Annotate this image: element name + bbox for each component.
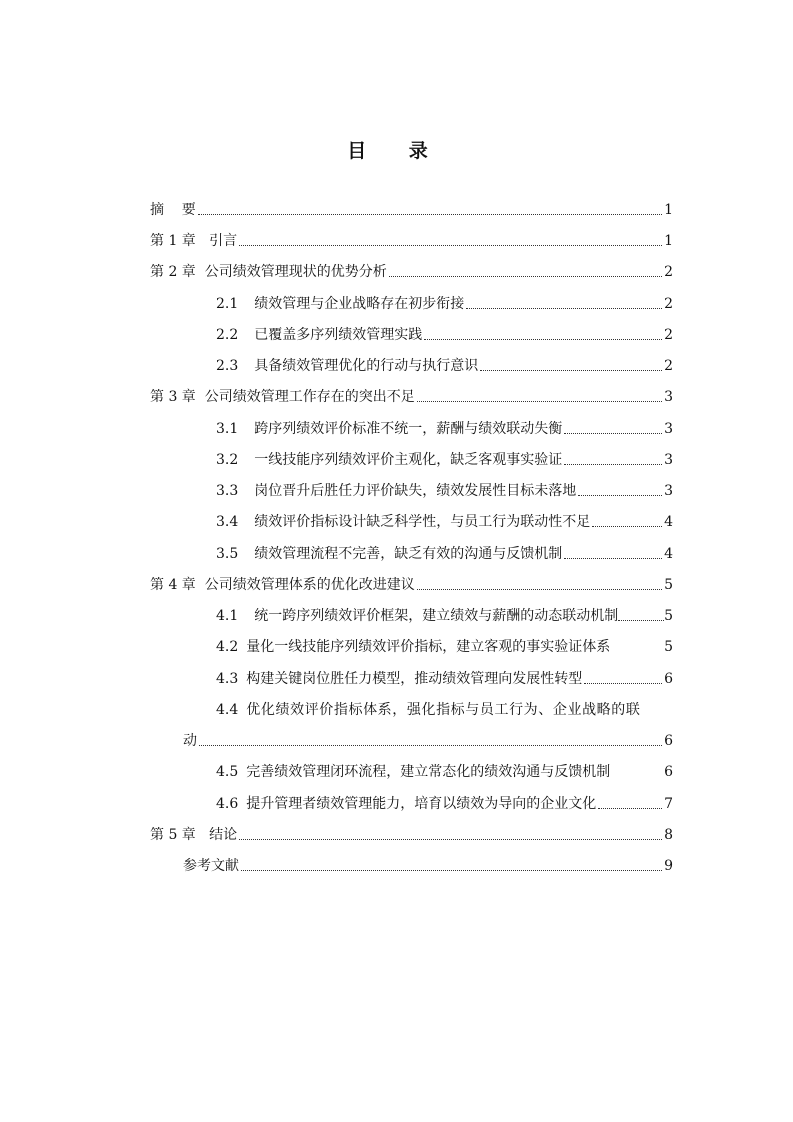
toc-page-number: 1 (664, 233, 673, 249)
toc-page-number: 3 (664, 452, 673, 468)
page-title: 目 录 (347, 140, 446, 162)
toc-leader-dots (584, 683, 662, 684)
toc-leader-dots (199, 745, 662, 746)
toc-entry-label: 统一跨序列绩效评价框架，建立绩效与薪酬的动态联动机制 (254, 608, 619, 624)
toc-entry-4-6[interactable] (216, 795, 673, 813)
toc-leader-dots (578, 495, 662, 496)
toc-page-number: 4 (664, 514, 673, 530)
toc-entry-abstract[interactable] (150, 201, 673, 219)
toc-leader-dots (564, 464, 662, 465)
toc-entry-label: 绩效管理流程不完善，缺乏有效的沟通与反馈机制 (254, 546, 563, 562)
toc-entry-label: 第 1 章 引言 (150, 233, 238, 249)
toc-entry-4-1[interactable] (216, 607, 673, 625)
toc-leader-dots (424, 339, 662, 340)
toc-section-number: 3.3 (216, 483, 239, 499)
toc-entry-label: 具备绩效管理优化的行动与执行意识 (254, 358, 479, 374)
toc-leader-dots (417, 589, 662, 590)
toc-entry-4-3[interactable] (216, 670, 673, 688)
toc-section-number: 3.2 (216, 452, 239, 468)
toc-page-number: 3 (664, 421, 673, 437)
toc-entry-label: 第 2 章 公司绩效管理现状的优势分析 (150, 264, 387, 280)
toc-page-number: 4 (664, 546, 673, 562)
toc-entry-3-5[interactable] (216, 545, 673, 563)
toc-entry-label: 完善绩效管理闭环流程，建立常态化的绩效沟通与反馈机制 (246, 764, 611, 780)
toc-entry-chapter-3[interactable] (150, 388, 673, 406)
toc-entry-3-3[interactable] (216, 482, 673, 500)
toc-section-number: 2.3 (216, 358, 239, 374)
toc-entry-4-5[interactable] (216, 763, 673, 781)
toc-entry-chapter-2[interactable] (150, 263, 673, 281)
toc-leader-dots (480, 370, 662, 371)
toc-entry-4-2[interactable] (216, 638, 673, 656)
toc-page-number: 1 (664, 202, 673, 218)
toc-entry-label: 已覆盖多序列绩效管理实践 (254, 327, 423, 343)
toc-section-number: 3.4 (216, 514, 239, 530)
toc-page-number: 2 (664, 296, 673, 312)
toc-section-number: 4.1 (216, 608, 239, 624)
toc-entry-label: 第 3 章 公司绩效管理工作存在的突出不足 (150, 389, 415, 405)
toc-page-number: 7 (664, 796, 673, 812)
toc-leader-dots (564, 433, 662, 434)
toc-section-number: 2.2 (216, 327, 239, 343)
toc-entry-label: 岗位晋升后胜任力评价缺失，绩效发展性目标未落地 (254, 483, 577, 499)
toc-entry-label: 跨序列绩效评价标准不统一，薪酬与绩效联动失衡 (254, 421, 563, 437)
toc-leader-dots (239, 245, 662, 246)
toc-page-number: 8 (664, 827, 673, 843)
toc-page-number: 6 (664, 764, 673, 780)
toc-page-number: 6 (664, 733, 673, 749)
toc-leader-dots (241, 870, 662, 871)
toc-entry-3-2[interactable] (216, 451, 673, 469)
toc-leader-dots (564, 558, 662, 559)
toc-page-number: 5 (664, 639, 673, 655)
toc-section-number: 4.6 (216, 796, 239, 812)
toc-section-number: 4.4 (216, 702, 239, 718)
toc-entry-2-1[interactable] (216, 295, 673, 313)
toc-page-number: 2 (664, 264, 673, 280)
toc-leader-dots (239, 839, 662, 840)
toc-entry-label: 摘 要 (150, 202, 196, 218)
toc-entry-references[interactable] (183, 857, 673, 875)
toc-entry-label: 提升管理者绩效管理能力，培育以绩效为导向的企业文化 (246, 796, 597, 812)
toc-leader-dots (598, 808, 662, 809)
toc-entry-chapter-5[interactable] (150, 826, 673, 844)
toc-entry-label: 参考文献 (183, 858, 239, 874)
toc-entry-label: 绩效管理与企业战略存在初步衔接 (254, 296, 465, 312)
toc-leader-dots (417, 401, 662, 402)
toc-entry-chapter-1[interactable] (150, 232, 673, 250)
toc-entry-label: 第 4 章 公司绩效管理体系的优化改进建议 (150, 577, 415, 593)
toc-leader-dots (198, 214, 662, 215)
toc-section-number: 4.3 (216, 671, 239, 687)
toc-entry-label: 绩效评价指标设计缺乏科学性，与员工行为联动性不足 (254, 514, 591, 530)
toc-entry-label: 构建关键岗位胜任力模型，推动绩效管理向发展性转型 (246, 671, 583, 687)
toc-entry-label: 第 5 章 结论 (150, 827, 238, 843)
toc-section-number: 2.1 (216, 296, 239, 312)
toc-entry-3-4[interactable] (216, 513, 673, 531)
toc-page-number: 6 (664, 671, 673, 687)
toc-leader-dots (618, 620, 664, 621)
toc-entry-label: 一线技能序列绩效评价主观化，缺乏客观事实验证 (254, 452, 563, 468)
toc-entry-label: 动 (183, 733, 197, 749)
toc-page-number: 5 (664, 608, 673, 624)
toc-page-number: 2 (664, 327, 673, 343)
toc-entry-label: 优化绩效评价指标体系，强化指标与员工行为、企业战略的联 (246, 702, 641, 718)
toc-entry-4-4-continued[interactable] (183, 732, 673, 750)
toc-entry-label: 量化一线技能序列绩效评价指标，建立客观的事实验证体系 (246, 639, 611, 655)
toc-leader-dots (389, 276, 662, 277)
toc-page-number: 2 (664, 358, 673, 374)
toc-leader-dots (466, 308, 662, 309)
toc-page-number: 5 (664, 577, 673, 593)
toc-page-number: 3 (664, 483, 673, 499)
toc-page-number: 3 (664, 389, 673, 405)
toc-section-number: 3.1 (216, 421, 239, 437)
toc-entry-2-3[interactable] (216, 357, 673, 375)
toc-entry-3-1[interactable] (216, 420, 673, 438)
toc-page-number: 9 (664, 858, 673, 874)
toc-section-number: 4.5 (216, 764, 239, 780)
toc-section-number: 3.5 (216, 546, 239, 562)
toc-entry-chapter-4[interactable] (150, 576, 673, 594)
toc-leader-dots (592, 526, 662, 527)
toc-entry-2-2[interactable] (216, 326, 673, 344)
toc-entry-4-4[interactable] (216, 701, 673, 719)
toc-section-number: 4.2 (216, 639, 239, 655)
